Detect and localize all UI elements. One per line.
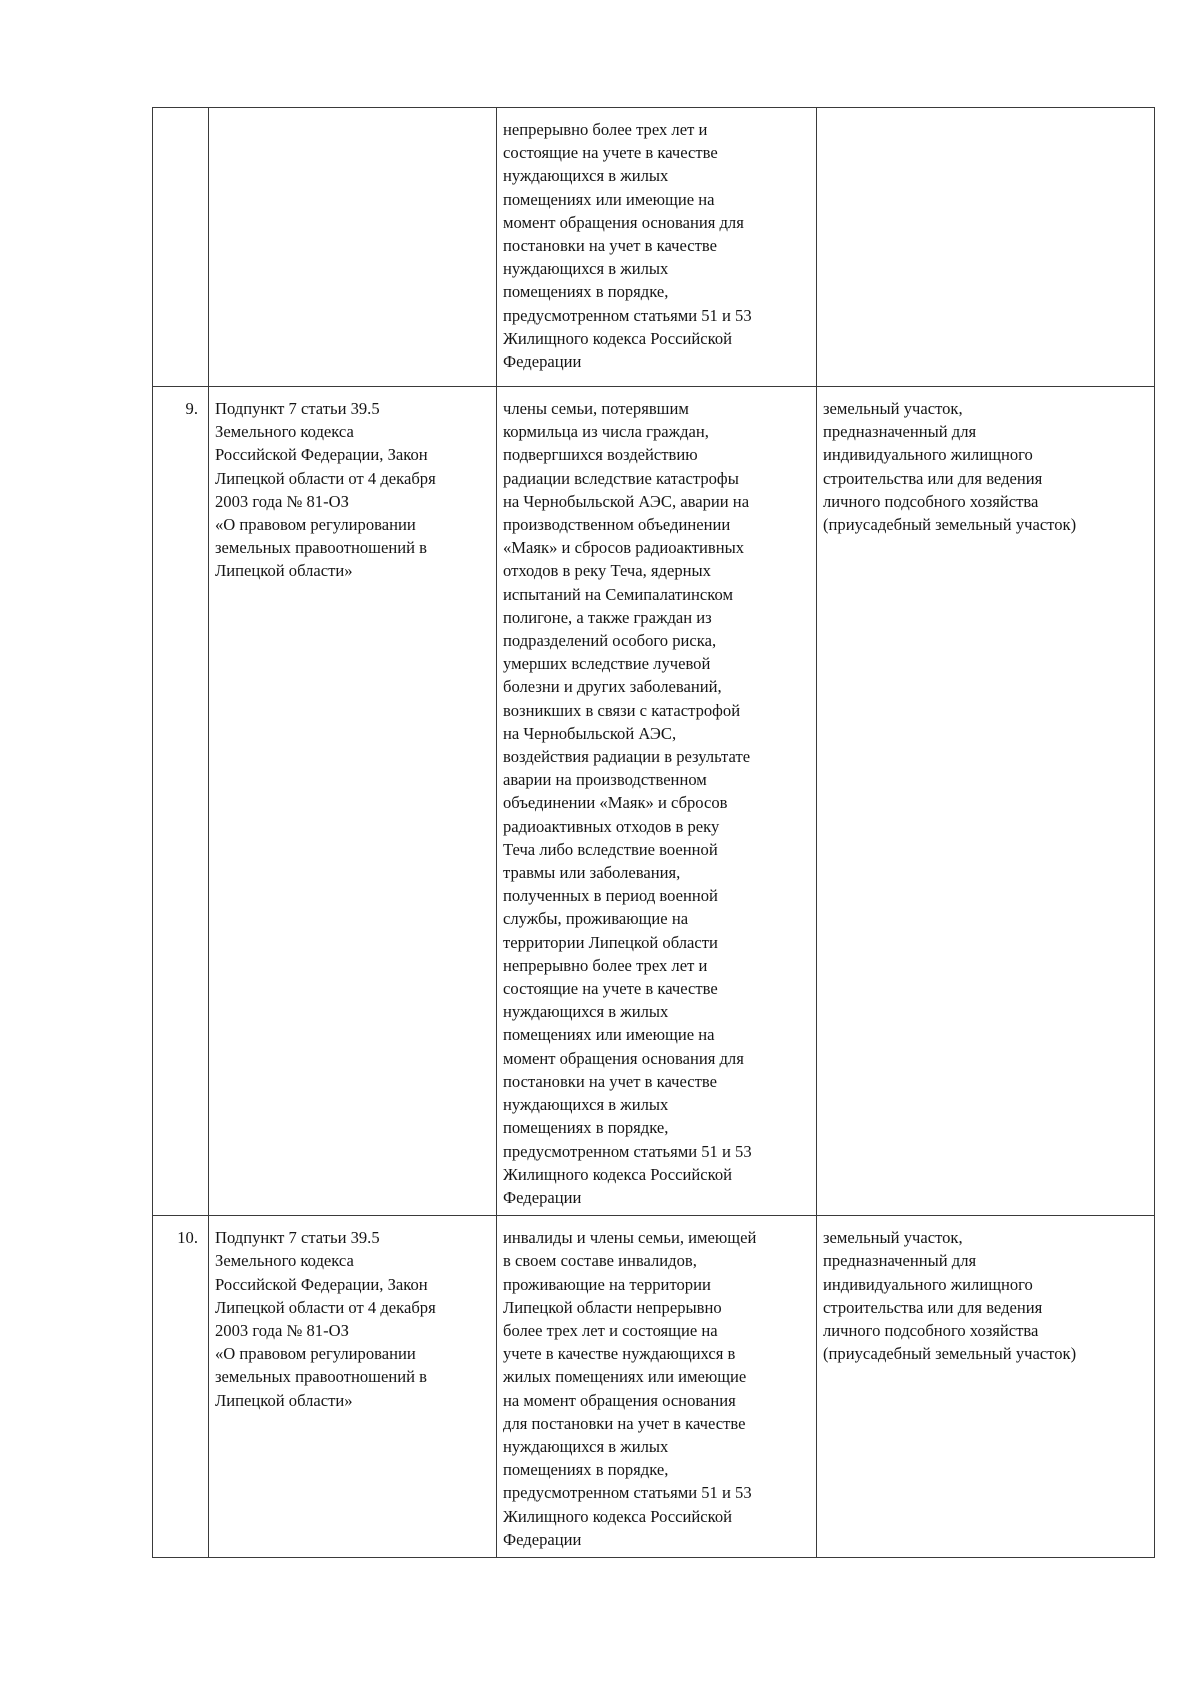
land-plot-cell	[817, 108, 1155, 387]
row-number-cell: 10.	[153, 1216, 209, 1558]
legal-basis-cell	[209, 108, 497, 387]
land-eligibility-table	[152, 107, 1155, 1558]
citizen-category-cell: члены семьи, потерявшим кормильца из числа граждан, подвергшихся воздействию радиации вследствие катастрофы на Чернобыльской АЭС, аварии на производственном объединении «Маяк» и сбросов радиоактивных отходов в реку Теча, ядерных испытаний на Семипалатинском полигоне, а также граждан из подразделений особого риска, умерших вследствие лучевой болезни и других заболеваний, возникших в связи с катастрофой на Чернобыльской АЭС, воздействия радиации в результате аварии на производственном объединении «Маяк» и сбросов радиоактивных отходов в реку Теча либо вследствие военной травмы или заболевания, полученных в период военной службы, проживающие на территории Липецкой области непрерывно более трех лет и состоящие на учете в качестве нуждающихся в жилых помещениях или имеющие на момент обращения основания для постановки на учет в качестве нуждающихся в жилых помещениях в порядке, предусмотренном статьями 51 и 53 Жилищного кодекса Российской Федерации	[497, 387, 817, 1216]
legal-basis-cell: Подпункт 7 статьи 39.5 Земельного кодекса Российской Федерации, Закон Липецкой области от 4 декабря 2003 года № 81-ОЗ «О правовом регулировании земельных правоотношений в Липецкой области»	[209, 1216, 497, 1558]
table-row	[153, 1216, 1155, 1558]
legal-basis-cell: Подпункт 7 статьи 39.5 Земельного кодекса Российской Федерации, Закон Липецкой области от 4 декабря 2003 года № 81-ОЗ «О правовом регулировании земельных правоотношений в Липецкой области»	[209, 387, 497, 1216]
table-row	[153, 108, 1155, 387]
citizen-category-cell: непрерывно более трех лет и состоящие на учете в качестве нуждающихся в жилых помещениях или имеющие на момент обращения основания для постановки на учет в качестве нуждающихся в жилых помещениях в порядке, предусмотренном статьями 51 и 53 Жилищного кодекса Российской Федерации	[497, 108, 817, 387]
table-row	[153, 387, 1155, 1216]
row-number-cell: 9.	[153, 387, 209, 1216]
row-number-cell	[153, 108, 209, 387]
citizen-category-cell: инвалиды и члены семьи, имеющей в своем составе инвалидов, проживающие на территории Липецкой области непрерывно более трех лет и состоящие на учете в качестве нуждающихся в жилых помещениях или имеющие на момент обращения основания для постановки на учет в качестве нуждающихся в жилых помещениях в порядке, предусмотренном статьями 51 и 53 Жилищного кодекса Российской Федерации	[497, 1216, 817, 1558]
land-plot-cell: земельный участок, предназначенный для индивидуального жилищного строительства или для ведения личного подсобного хозяйства (приусадебный земельный участок)	[817, 387, 1155, 1216]
land-plot-cell: земельный участок, предназначенный для индивидуального жилищного строительства или для ведения личного подсобного хозяйства (приусадебный земельный участок)	[817, 1216, 1155, 1558]
